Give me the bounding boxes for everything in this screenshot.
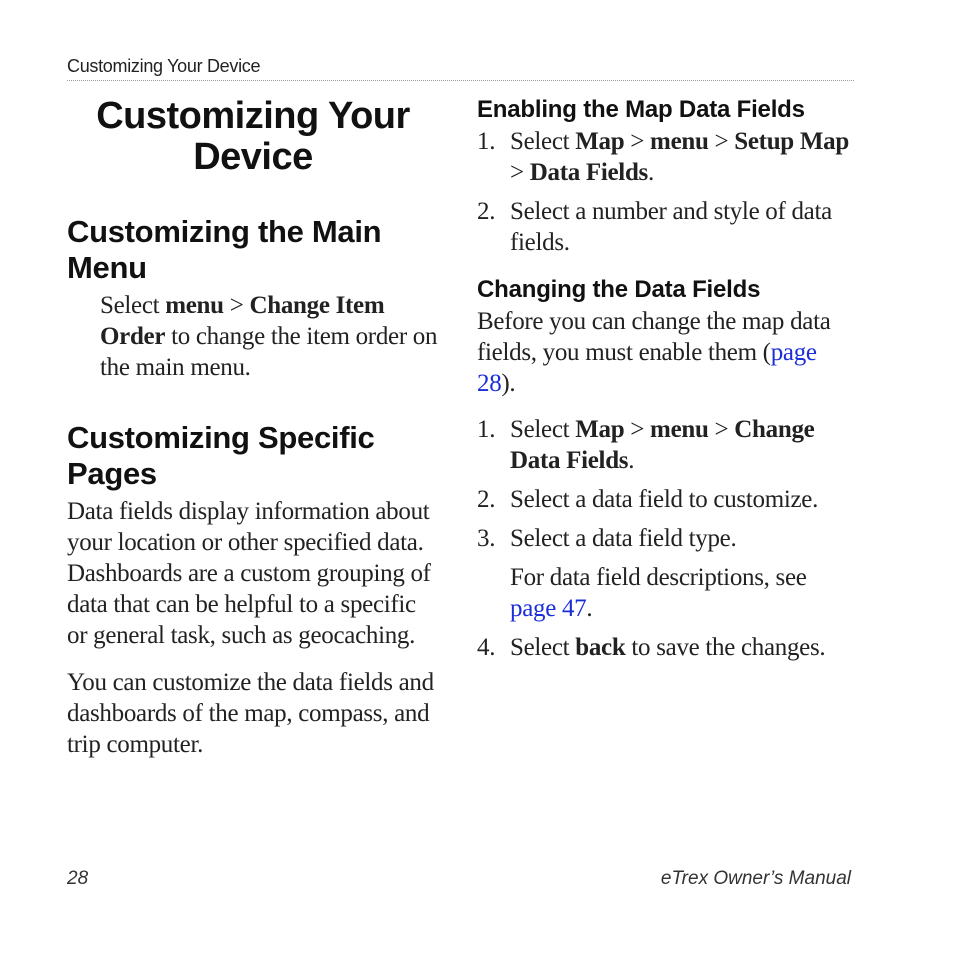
chapter-title <box>67 96 439 178</box>
footer-manual-title: eTrex Owner’s Manual <box>660 868 851 889</box>
running-header: Customizing Your Device <box>67 56 261 76</box>
list-item: 1. Select Map > menu > Setup Map > Data Fields. <box>477 128 849 186</box>
subheading-changing-data-fields: Changing the Data Fields <box>477 276 761 303</box>
right-column <box>477 95 857 663</box>
specific-pages-paragraph-1: Data fields display information about your location or other specified data. Dashboards are a custom grouping of data that can be helpful to a specific or general task, such as geocaching. <box>67 498 431 649</box>
section-heading-specific-pages: Customizing Specific Pages <box>67 420 375 491</box>
subheading-enabling-map-data-fields: Enabling the Map Data Fields <box>477 96 805 123</box>
list-item: 4. Select back to save the changes. <box>477 634 826 661</box>
enabling-steps <box>477 126 857 258</box>
list-item: 2. Select a data field to customize. <box>477 486 819 513</box>
changing-steps <box>477 414 857 663</box>
list-item: 3. Select a data field type. <box>477 525 737 552</box>
header-divider <box>67 80 854 81</box>
chapter-title-line2: Device <box>193 136 313 178</box>
chapter-title-line1: Customizing Your <box>96 95 410 137</box>
list-item: 1. Select Map > menu > Change Data Fields. <box>477 416 815 474</box>
section-heading-main-menu: Customizing the Main Menu <box>67 214 382 285</box>
main-menu-instruction: Select menu > Change Item Order to change the item order on the main menu. <box>100 292 438 381</box>
list-item-note: For data field descriptions, see page 47. <box>510 564 807 622</box>
changing-intro: Before you can change the map data fields, you must enable them (page 28). <box>477 308 831 397</box>
footer-page-number: 28 <box>67 868 89 889</box>
specific-pages-paragraph-2: You can customize the data fields and dashboards of the map, compass, and trip computer. <box>67 669 434 758</box>
left-column <box>67 92 439 760</box>
list-item: 2. Select a number and style of data fields. <box>477 198 832 256</box>
page-28-link[interactable]: page 28 <box>477 339 817 397</box>
page-47-link[interactable]: page 47 <box>510 595 587 622</box>
